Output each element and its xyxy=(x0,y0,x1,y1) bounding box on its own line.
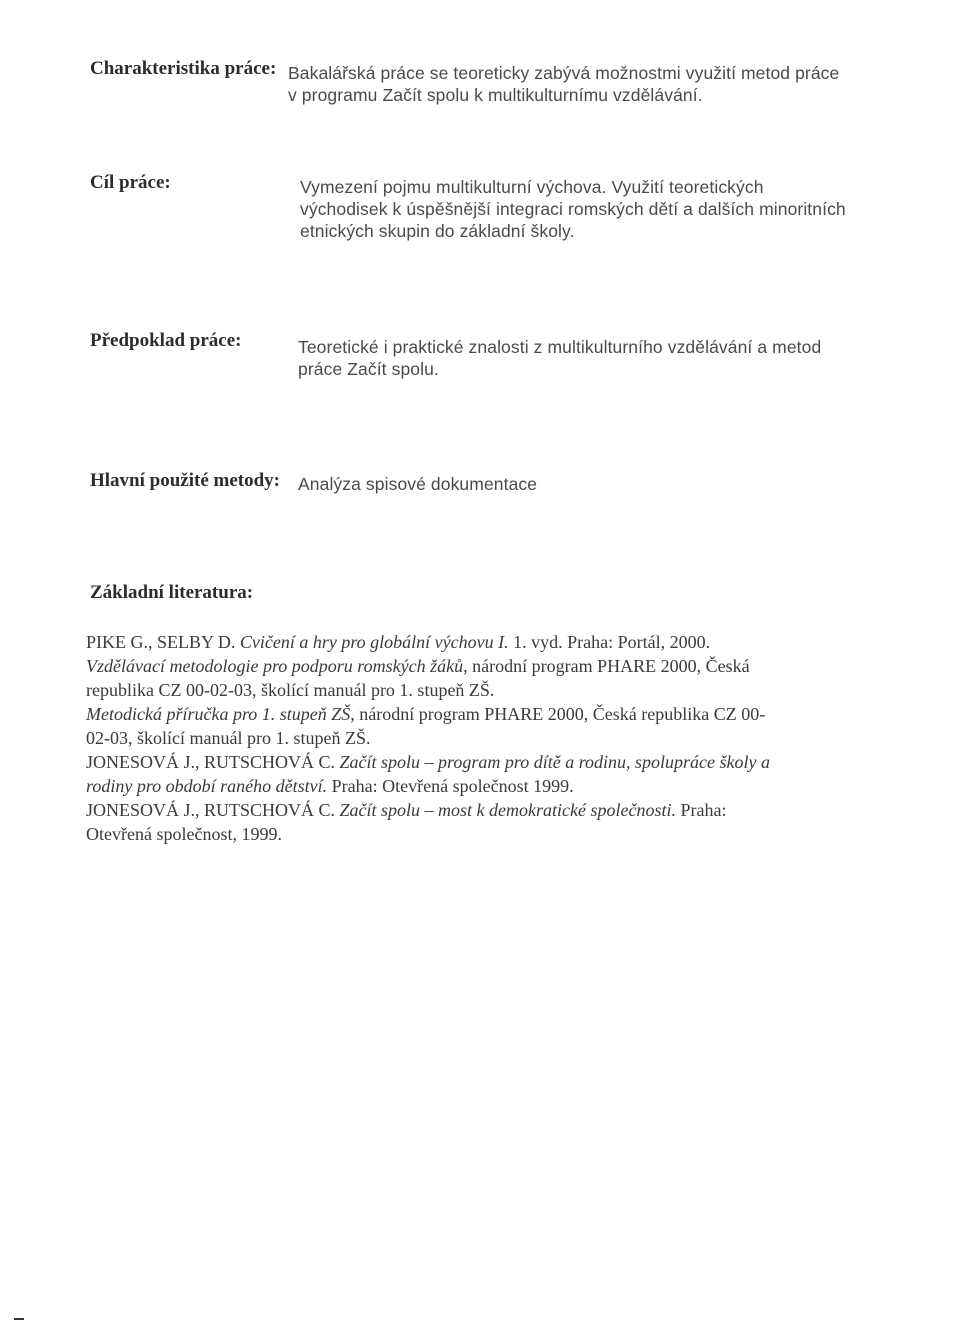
section-label: Charakteristika práce: xyxy=(90,58,277,79)
ref-title: Cvičení a hry pro globální výchovu I. xyxy=(239,632,509,652)
ref-text: 02-03, školící manuál pro 1. stupeň ZŠ. xyxy=(86,728,371,748)
text-line: Analýza spisové dokumentace xyxy=(298,474,538,494)
text-line: práce Začít spolu. xyxy=(298,359,439,379)
text-line: Teoretické i praktické znalosti z multikulturního vzdělávání a metod xyxy=(298,337,822,357)
section-label: Cíl práce: xyxy=(90,172,171,193)
section-text xyxy=(300,176,846,242)
ref-title: Začít spolu – most k demokratické společnosti. xyxy=(339,800,676,820)
literature-ref-line xyxy=(86,702,866,726)
ref-text: Otevřená společnost, 1999. xyxy=(86,824,282,844)
literature-ref xyxy=(86,750,866,798)
ref-title: rodiny pro období raného dětství. xyxy=(86,776,328,796)
ref-text: Praha: xyxy=(675,800,727,820)
text-line: východisek k úspěšnější integraci romských dětí a dalších minoritních xyxy=(300,199,846,219)
section-label: Předpoklad práce: xyxy=(90,330,242,351)
text-line: v programu Začít spolu k multikulturnímu vzdělávání. xyxy=(288,85,703,105)
literature-ref-line xyxy=(86,798,866,822)
text-line: Vymezení pojmu multikulturní výchova. Využití teoretických xyxy=(300,177,764,197)
section-text xyxy=(298,336,821,380)
ref-text: JONESOVÁ J., RUTSCHOVÁ C. xyxy=(86,800,340,820)
ref-title: Vzdělávací metodologie pro podporu romských žáků, xyxy=(86,656,468,676)
ref-text: republika CZ 00-02-03, školící manuál pro 1. stupeň ZŠ. xyxy=(86,680,495,700)
literature-ref-line xyxy=(86,822,866,846)
ref-text: JONESOVÁ J., RUTSCHOVÁ C. xyxy=(86,752,340,772)
section-text xyxy=(288,62,839,106)
literature-ref xyxy=(86,798,866,846)
literature-list xyxy=(86,630,866,846)
ref-text: PIKE G., SELBY D. xyxy=(86,632,240,652)
literature-ref xyxy=(86,702,866,750)
literature-ref-line xyxy=(86,630,866,654)
ref-text: Praha: Otevřená společnost 1999. xyxy=(327,776,574,796)
scan-mark xyxy=(14,1318,24,1320)
literature-ref-line xyxy=(86,774,866,798)
text-line: Bakalářská práce se teoreticky zabývá možnostmi využití metod práce xyxy=(288,63,840,83)
text-line: etnických skupin do základní školy. xyxy=(300,221,575,241)
literature-ref-line xyxy=(86,750,866,774)
literature-ref-line xyxy=(86,654,866,678)
ref-text: národní program PHARE 2000, Česká republika CZ 00- xyxy=(354,704,766,724)
literature-ref xyxy=(86,654,866,702)
ref-title: Začít spolu – program pro dítě a rodinu, spolupráce školy a xyxy=(339,752,771,772)
ref-text: národní program PHARE 2000, Česká xyxy=(467,656,750,676)
ref-title: Metodická příručka pro 1. stupeň ZŠ, xyxy=(86,704,355,724)
literature-ref xyxy=(86,630,866,654)
literature-ref-line xyxy=(86,678,866,702)
literature-ref-line xyxy=(86,726,866,750)
section-text xyxy=(298,473,537,495)
ref-text: 1. vyd. Praha: Portál, 2000. xyxy=(508,632,711,652)
literature-heading: Základní literatura: xyxy=(90,582,254,603)
section-label: Hlavní použité metody: xyxy=(90,470,280,491)
